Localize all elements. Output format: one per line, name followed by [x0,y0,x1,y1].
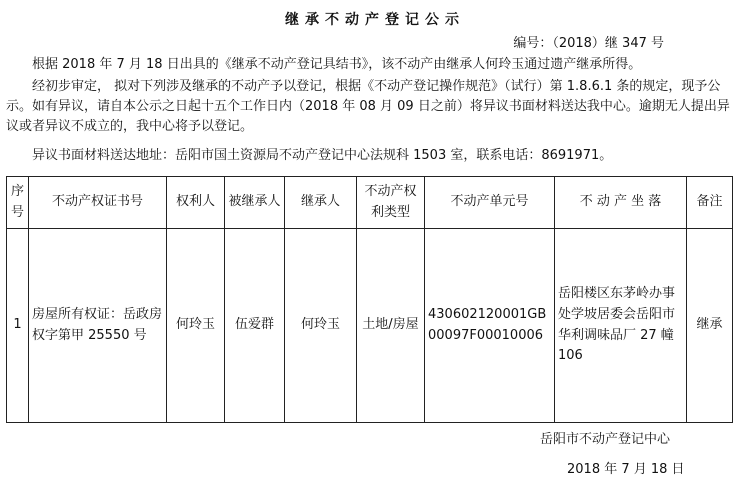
cell-cert-no: 房屋所有权证：岳政房权字第甲 25550 号 [29,229,167,423]
cell-unit-no: 430602120001GB00097F00010006 [425,229,555,423]
header-right-holder: 权利人 [167,177,225,229]
header-heir: 继承人 [285,177,357,229]
header-location: 不 动 产 坐 落 [555,177,687,229]
header-seq: 序号 [7,177,29,229]
table-header-row [7,177,733,229]
cell-remarks: 继承 [687,229,733,423]
cell-right-type: 土地/房屋 [357,229,425,423]
issue-date: 2018 年 7 月 18 日 [567,462,685,477]
paragraph-review: 经初步审定， 拟对下列涉及继承的不动产予以登记，根据《不动产登记操作规范》（试行）第 1.8.6.1 条的规定，现予公示。如有异议，请自本公示之日起十五个工作日内（2018 年 08 月 09 日之前）将异议书面材料送达我中心。逾期无人提出异议或者异议不成立的，我中心将予以登记。 [6,79,730,135]
cell-location: 岳阳楼区东茅岭办事处学坡居委会岳阳市华利调味品厂 27 幢 106 [555,229,687,423]
paragraph-objection-address: 异议书面材料送达地址：岳阳市国土资源局不动产登记中心法规科 1503 室，联系电话：8691971。 [32,148,613,163]
header-right-type: 不动产权利类型 [357,177,425,229]
property-table [6,176,733,423]
header-deceased: 被继承人 [225,177,285,229]
cell-seq: 1 [7,229,29,423]
cell-right-holder: 何玲玉 [167,229,225,423]
cell-deceased: 伍爱群 [225,229,285,423]
table-row [7,229,733,423]
header-cert-no: 不动产权证书号 [29,177,167,229]
cell-heir: 何玲玉 [285,229,357,423]
document-number: 编号：（2018）继 347 号 [513,36,664,51]
header-unit-no: 不动产单元号 [425,177,555,229]
issuer-name: 岳阳市不动产登记中心 [540,432,671,447]
page-title: 继承不动产登记公示 [285,12,465,28]
paragraph-basis: 根据 2018 年 7 月 18 日出具的《继承不动产登记具结书》，该不动产由继承人何玲玉通过遗产继承所得。 [32,57,642,72]
header-remarks: 备注 [687,177,733,229]
